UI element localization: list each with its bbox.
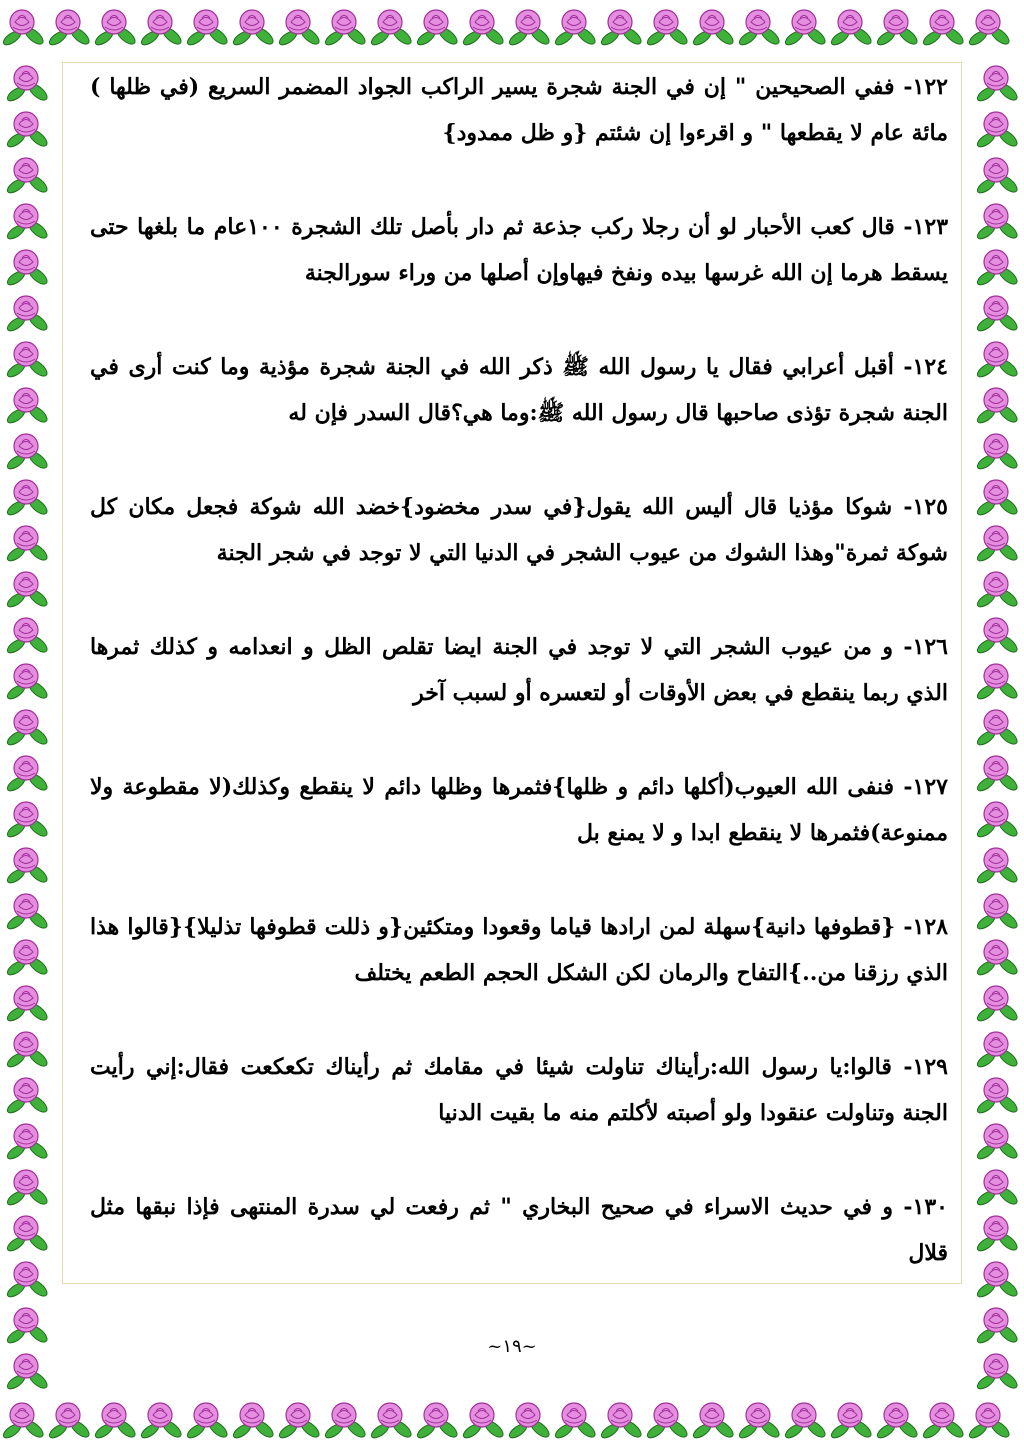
rose-icon xyxy=(185,1403,229,1440)
rose-icon xyxy=(5,572,49,609)
rose-icon xyxy=(975,710,1019,747)
rose-icon xyxy=(975,1032,1019,1069)
rose-icon xyxy=(415,10,459,47)
rose-icon xyxy=(975,1216,1019,1253)
rose-icon xyxy=(5,710,49,747)
rose-icon xyxy=(461,1403,505,1440)
rose-border-left xyxy=(0,58,58,1391)
rose-icon xyxy=(5,848,49,885)
rose-icon xyxy=(975,664,1019,701)
rose-icon xyxy=(5,158,49,195)
rose-icon xyxy=(5,434,49,471)
rose-icon xyxy=(967,10,1011,47)
rose-icon xyxy=(5,388,49,425)
rose-icon xyxy=(975,894,1019,931)
rose-icon xyxy=(967,1403,1011,1440)
rose-icon xyxy=(975,112,1019,149)
rose-icon xyxy=(47,1403,91,1440)
rose-border-top xyxy=(0,0,1024,58)
rose-icon xyxy=(277,1403,321,1440)
rose-icon xyxy=(461,10,505,47)
rose-icon xyxy=(737,1403,781,1440)
rose-icon xyxy=(5,802,49,839)
rose-icon xyxy=(975,986,1019,1023)
rose-icon xyxy=(277,10,321,47)
rose-icon xyxy=(5,1124,49,1161)
rose-icon xyxy=(5,342,49,379)
rose-icon xyxy=(5,986,49,1023)
rose-icon xyxy=(829,1403,873,1440)
rose-icon xyxy=(5,664,49,701)
rose-icon xyxy=(5,1354,49,1391)
rose-icon xyxy=(5,1078,49,1115)
rose-icon xyxy=(93,10,137,47)
rose-icon xyxy=(369,10,413,47)
rose-icon xyxy=(5,894,49,931)
rose-icon xyxy=(5,204,49,241)
rose-icon xyxy=(231,1403,275,1440)
rose-icon xyxy=(691,10,735,47)
rose-icon xyxy=(921,1403,965,1440)
paragraph-130: ١٣٠- و في حديث الاسراء في صحيح البخاري " ثم رفعت لي سدرة المنتهى فإذا نبقها مثل قلال xyxy=(90,1194,948,1266)
rose-icon-column xyxy=(0,58,58,1391)
rose-icon xyxy=(975,526,1019,563)
rose-icon xyxy=(783,10,827,47)
rose-icon xyxy=(5,66,49,103)
rose-icon xyxy=(645,1403,689,1440)
rose-icon xyxy=(93,1403,137,1440)
rose-border-right xyxy=(966,58,1024,1391)
paragraph-124: ١٢٤- أقبل أعرابي فقال يا رسول الله ﷺ ذكر الله في الجنة شجرة مؤذية وما كنت أرى في الجنة شجرة تؤذى صاحبها قال رسول الله ﷺ:وما هي؟قال السدر فإن له xyxy=(90,354,948,426)
rose-icon xyxy=(921,10,965,47)
rose-icon xyxy=(975,480,1019,517)
rose-icon xyxy=(737,10,781,47)
rose-icon xyxy=(875,10,919,47)
rose-icon xyxy=(975,250,1019,287)
paragraph-126: ١٢٦- و من عيوب الشجر التي لا توجد في الجنة ايضا تقلص الظل و انعدامه و كذلك ثمرها الذي ربما ينقطع في بعض الأوقات أو لتعسره أو لسبب آخر xyxy=(90,634,948,706)
rose-icon xyxy=(975,802,1019,839)
paragraph-125: ١٢٥- شوكا مؤذيا قال أليس الله يقول{في سدر مخضود}خضد الله شوكة فجعل مكان كل شوكة ثمرة"وهذا الشوك من عيوب الشجر في الدنيا التي لا توجد في شجر الجنة xyxy=(90,494,948,566)
rose-icon xyxy=(975,434,1019,471)
rose-icon xyxy=(975,296,1019,333)
rose-border-bottom xyxy=(0,1391,1024,1449)
rose-icon xyxy=(553,10,597,47)
rose-icon xyxy=(5,296,49,333)
rose-icon xyxy=(5,526,49,563)
rose-icon-row xyxy=(0,0,1024,58)
paragraph-128: ١٢٨- {قطوفها دانية}سهلة لمن ارادها قياما وقعودا ومتكئين{و ذللت قطوفها تذليلا}{قالوا هذا الذي رزقنا من..}التفاح والرمان لكن الشكل الحجم الطعم يختلف xyxy=(90,914,948,986)
rose-icon xyxy=(975,1124,1019,1161)
rose-icon xyxy=(975,1262,1019,1299)
rose-icon-column xyxy=(966,58,1024,1391)
rose-icon xyxy=(975,618,1019,655)
paragraph-127: ١٢٧- فنفى الله العيوب(أكلها دائم و ظلها}فثمرها وظلها دائم لا ينقطع وكذلك(لا مقطوعة ولا ممنوعة)فثمرها لا ينقطع ابدا و لا يمنع بل xyxy=(90,774,948,846)
rose-icon xyxy=(975,940,1019,977)
rose-icon xyxy=(1,1403,45,1440)
rose-icon xyxy=(323,10,367,47)
rose-icon xyxy=(975,342,1019,379)
page-content xyxy=(90,64,948,1282)
rose-icon xyxy=(975,1170,1019,1207)
rose-icon xyxy=(231,10,275,47)
rose-icon xyxy=(599,10,643,47)
rose-icon xyxy=(5,112,49,149)
rose-icon xyxy=(5,1262,49,1299)
rose-icon xyxy=(553,1403,597,1440)
paragraph-129: ١٢٩- قالوا:يا رسول الله:رأيناك تناولت شيئا في مقامك ثم رأيناك تكعكعت فقال:إني رأيت الجنة وتناولت عنقودا ولو أصبته لأكلتم منه ما بقيت الدنيا xyxy=(90,1054,948,1126)
rose-icon xyxy=(975,572,1019,609)
rose-icon xyxy=(5,1032,49,1069)
rose-icon xyxy=(415,1403,459,1440)
rose-icon xyxy=(5,940,49,977)
rose-icon xyxy=(645,10,689,47)
rose-icon xyxy=(975,1354,1019,1391)
page-number: ~١٩~ xyxy=(487,1336,537,1357)
rose-icon xyxy=(5,250,49,287)
rose-icon xyxy=(1,10,45,47)
rose-icon xyxy=(875,1403,919,1440)
rose-icon xyxy=(5,1216,49,1253)
rose-icon xyxy=(5,480,49,517)
rose-icon xyxy=(139,10,183,47)
rose-icon xyxy=(975,1078,1019,1115)
rose-icon xyxy=(599,1403,643,1440)
rose-icon xyxy=(507,1403,551,1440)
rose-icon xyxy=(507,10,551,47)
rose-icon xyxy=(5,1170,49,1207)
rose-icon xyxy=(47,10,91,47)
rose-icon xyxy=(369,1403,413,1440)
rose-icon xyxy=(139,1403,183,1440)
rose-icon xyxy=(185,10,229,47)
rose-icon xyxy=(829,10,873,47)
rose-icon xyxy=(783,1403,827,1440)
rose-icon xyxy=(691,1403,735,1440)
rose-icon xyxy=(5,618,49,655)
paragraph-123: ١٢٣- قال كعب الأحبار لو أن رجلا ركب جذعة ثم دار بأصل تلك الشجرة ١٠٠عام ما بلغها حتى يسقط هرما إن الله غرسها بيده ونفخ فيهاوإن أصلها من وراء سورالجنة xyxy=(90,214,948,286)
rose-icon xyxy=(975,158,1019,195)
rose-icon xyxy=(323,1403,367,1440)
rose-icon xyxy=(975,848,1019,885)
rose-icon xyxy=(975,756,1019,793)
rose-icon xyxy=(975,204,1019,241)
paragraph-122: ١٢٢- ففي الصحيحين " إن في الجنة شجرة يسير الراكب الجواد المضمر السريع (في ظلها ) مائة عام لا يقطعها " و اقرءوا إن شئتم {و ظل ممدود} xyxy=(90,74,948,146)
rose-icon xyxy=(5,756,49,793)
rose-icon xyxy=(975,66,1019,103)
rose-icon xyxy=(975,388,1019,425)
rose-icon-row xyxy=(0,1391,1024,1449)
